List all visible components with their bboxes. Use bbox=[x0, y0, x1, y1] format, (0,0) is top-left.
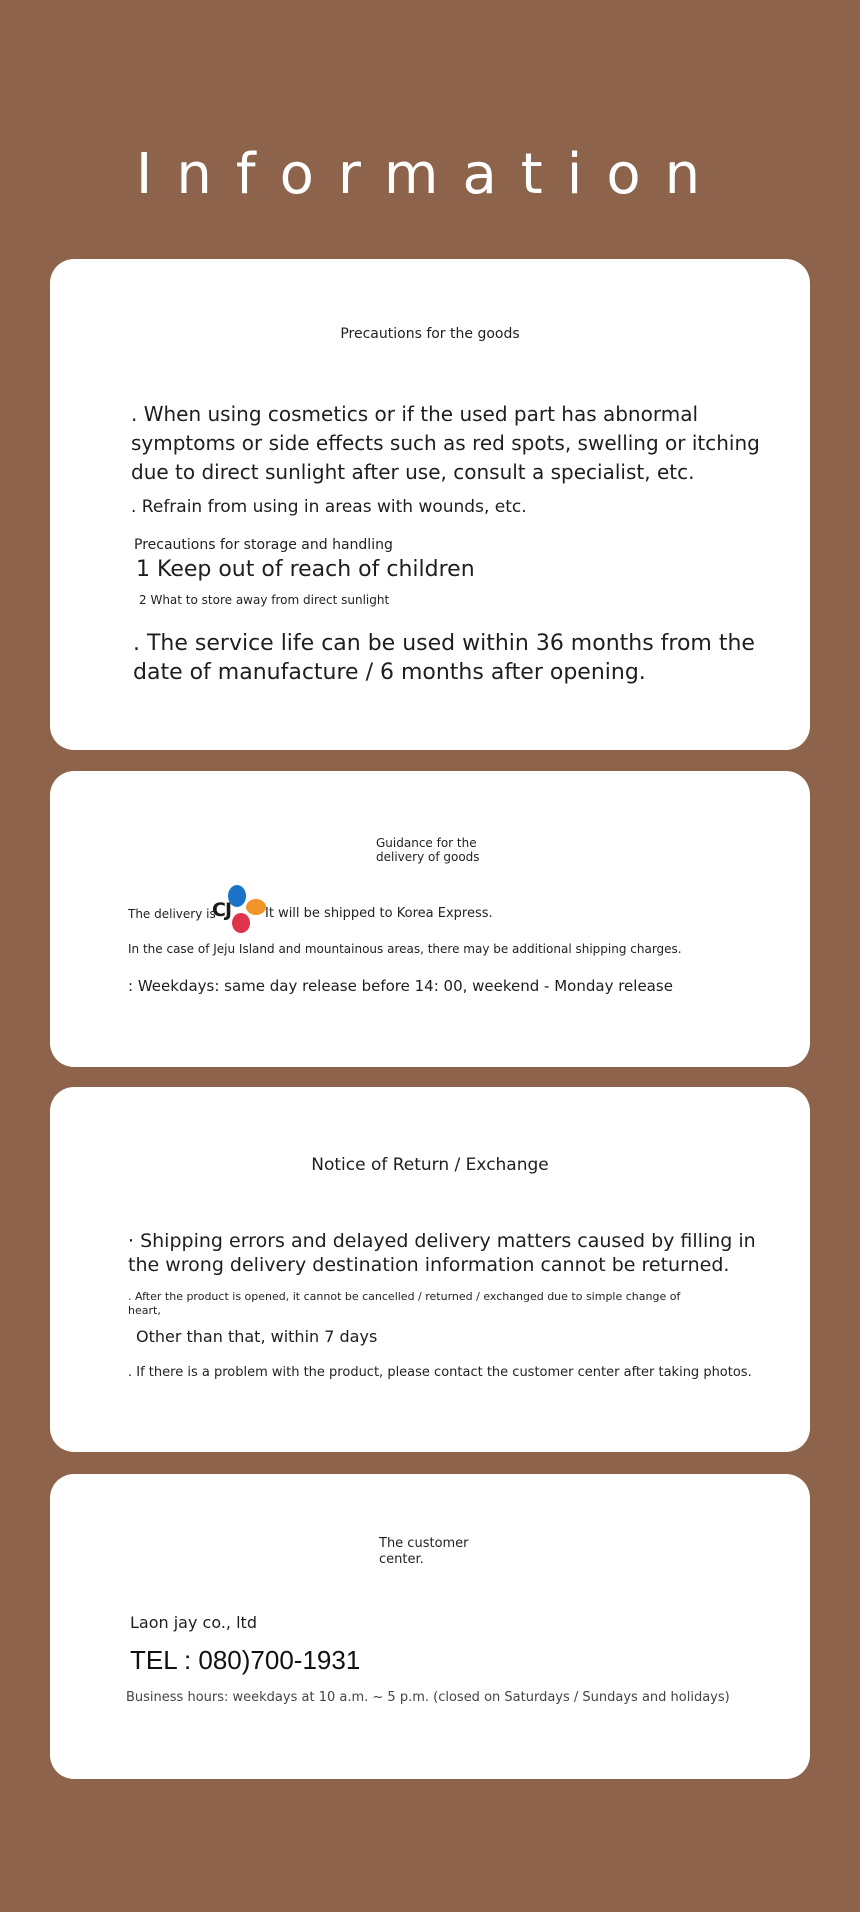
storage-heading: Precautions for storage and handling bbox=[134, 537, 393, 553]
service-life-text-line: date of manufacture / 6 months after opening. bbox=[133, 660, 646, 685]
precautions-text-line: symptoms or side effects such as red spots, swelling or itching bbox=[131, 431, 760, 455]
shipped-text: It will be shipped to Korea Express. bbox=[265, 906, 493, 921]
return-text-line: the wrong delivery destination information cannot be returned. bbox=[128, 1254, 730, 1276]
return-opened-text-line: heart, bbox=[128, 1304, 161, 1317]
page-title: Information bbox=[135, 142, 725, 207]
business-hours-text: Business hours: weekdays at 10 a.m. ~ 5 p.m. (closed on Saturdays / Sundays and holidays) bbox=[126, 1690, 730, 1705]
return-contact-text: . If there is a problem with the product, please contact the customer center after taking photos. bbox=[128, 1365, 752, 1380]
cj-logo-text: CJ bbox=[212, 899, 232, 921]
phone-number: TEL : 080)700-1931 bbox=[130, 1645, 361, 1675]
customer-heading-line: center. bbox=[379, 1552, 424, 1567]
customer-heading-line: The customer bbox=[379, 1536, 469, 1551]
precautions-card bbox=[50, 259, 810, 750]
return-heading: Notice of Return / Exchange bbox=[311, 1155, 549, 1175]
precautions-heading: Precautions for the goods bbox=[340, 326, 520, 342]
service-life-text-line: . The service life can be used within 36 months from the bbox=[133, 631, 755, 656]
jeju-note-text: In the case of Jeju Island and mountainous areas, there may be additional shipping charges. bbox=[128, 942, 682, 956]
precautions-text-line: . When using cosmetics or if the used part has abnormal bbox=[131, 402, 699, 426]
return-card bbox=[50, 1087, 810, 1452]
storage-item: 2 What to store away from direct sunlight bbox=[139, 593, 390, 607]
company-name: Laon jay co., ltd bbox=[130, 1613, 257, 1632]
return-opened-text-line: . After the product is opened, it cannot be cancelled / returned / exchanged due to simple change of bbox=[128, 1290, 681, 1303]
delivery-prefix-text: The delivery is bbox=[128, 907, 216, 921]
delivery-heading-line: Guidance for the bbox=[376, 836, 477, 850]
customer-card bbox=[50, 1474, 810, 1779]
return-text-line: · Shipping errors and delayed delivery matters caused by filling in bbox=[128, 1230, 756, 1252]
return-7-days-text: Other than that, within 7 days bbox=[136, 1327, 378, 1346]
delivery-heading-line: delivery of goods bbox=[376, 850, 480, 864]
storage-item: 1 Keep out of reach of children bbox=[136, 557, 475, 582]
cj-logo-icon bbox=[212, 885, 272, 935]
precautions-wounds-text: . Refrain from using in areas with wounds, etc. bbox=[131, 497, 527, 517]
delivery-card bbox=[50, 771, 810, 1067]
shipping-schedule-text: : Weekdays: same day release before 14: 00, weekend - Monday release bbox=[128, 977, 673, 995]
precautions-text-line: due to direct sunlight after use, consult a specialist, etc. bbox=[131, 460, 695, 484]
